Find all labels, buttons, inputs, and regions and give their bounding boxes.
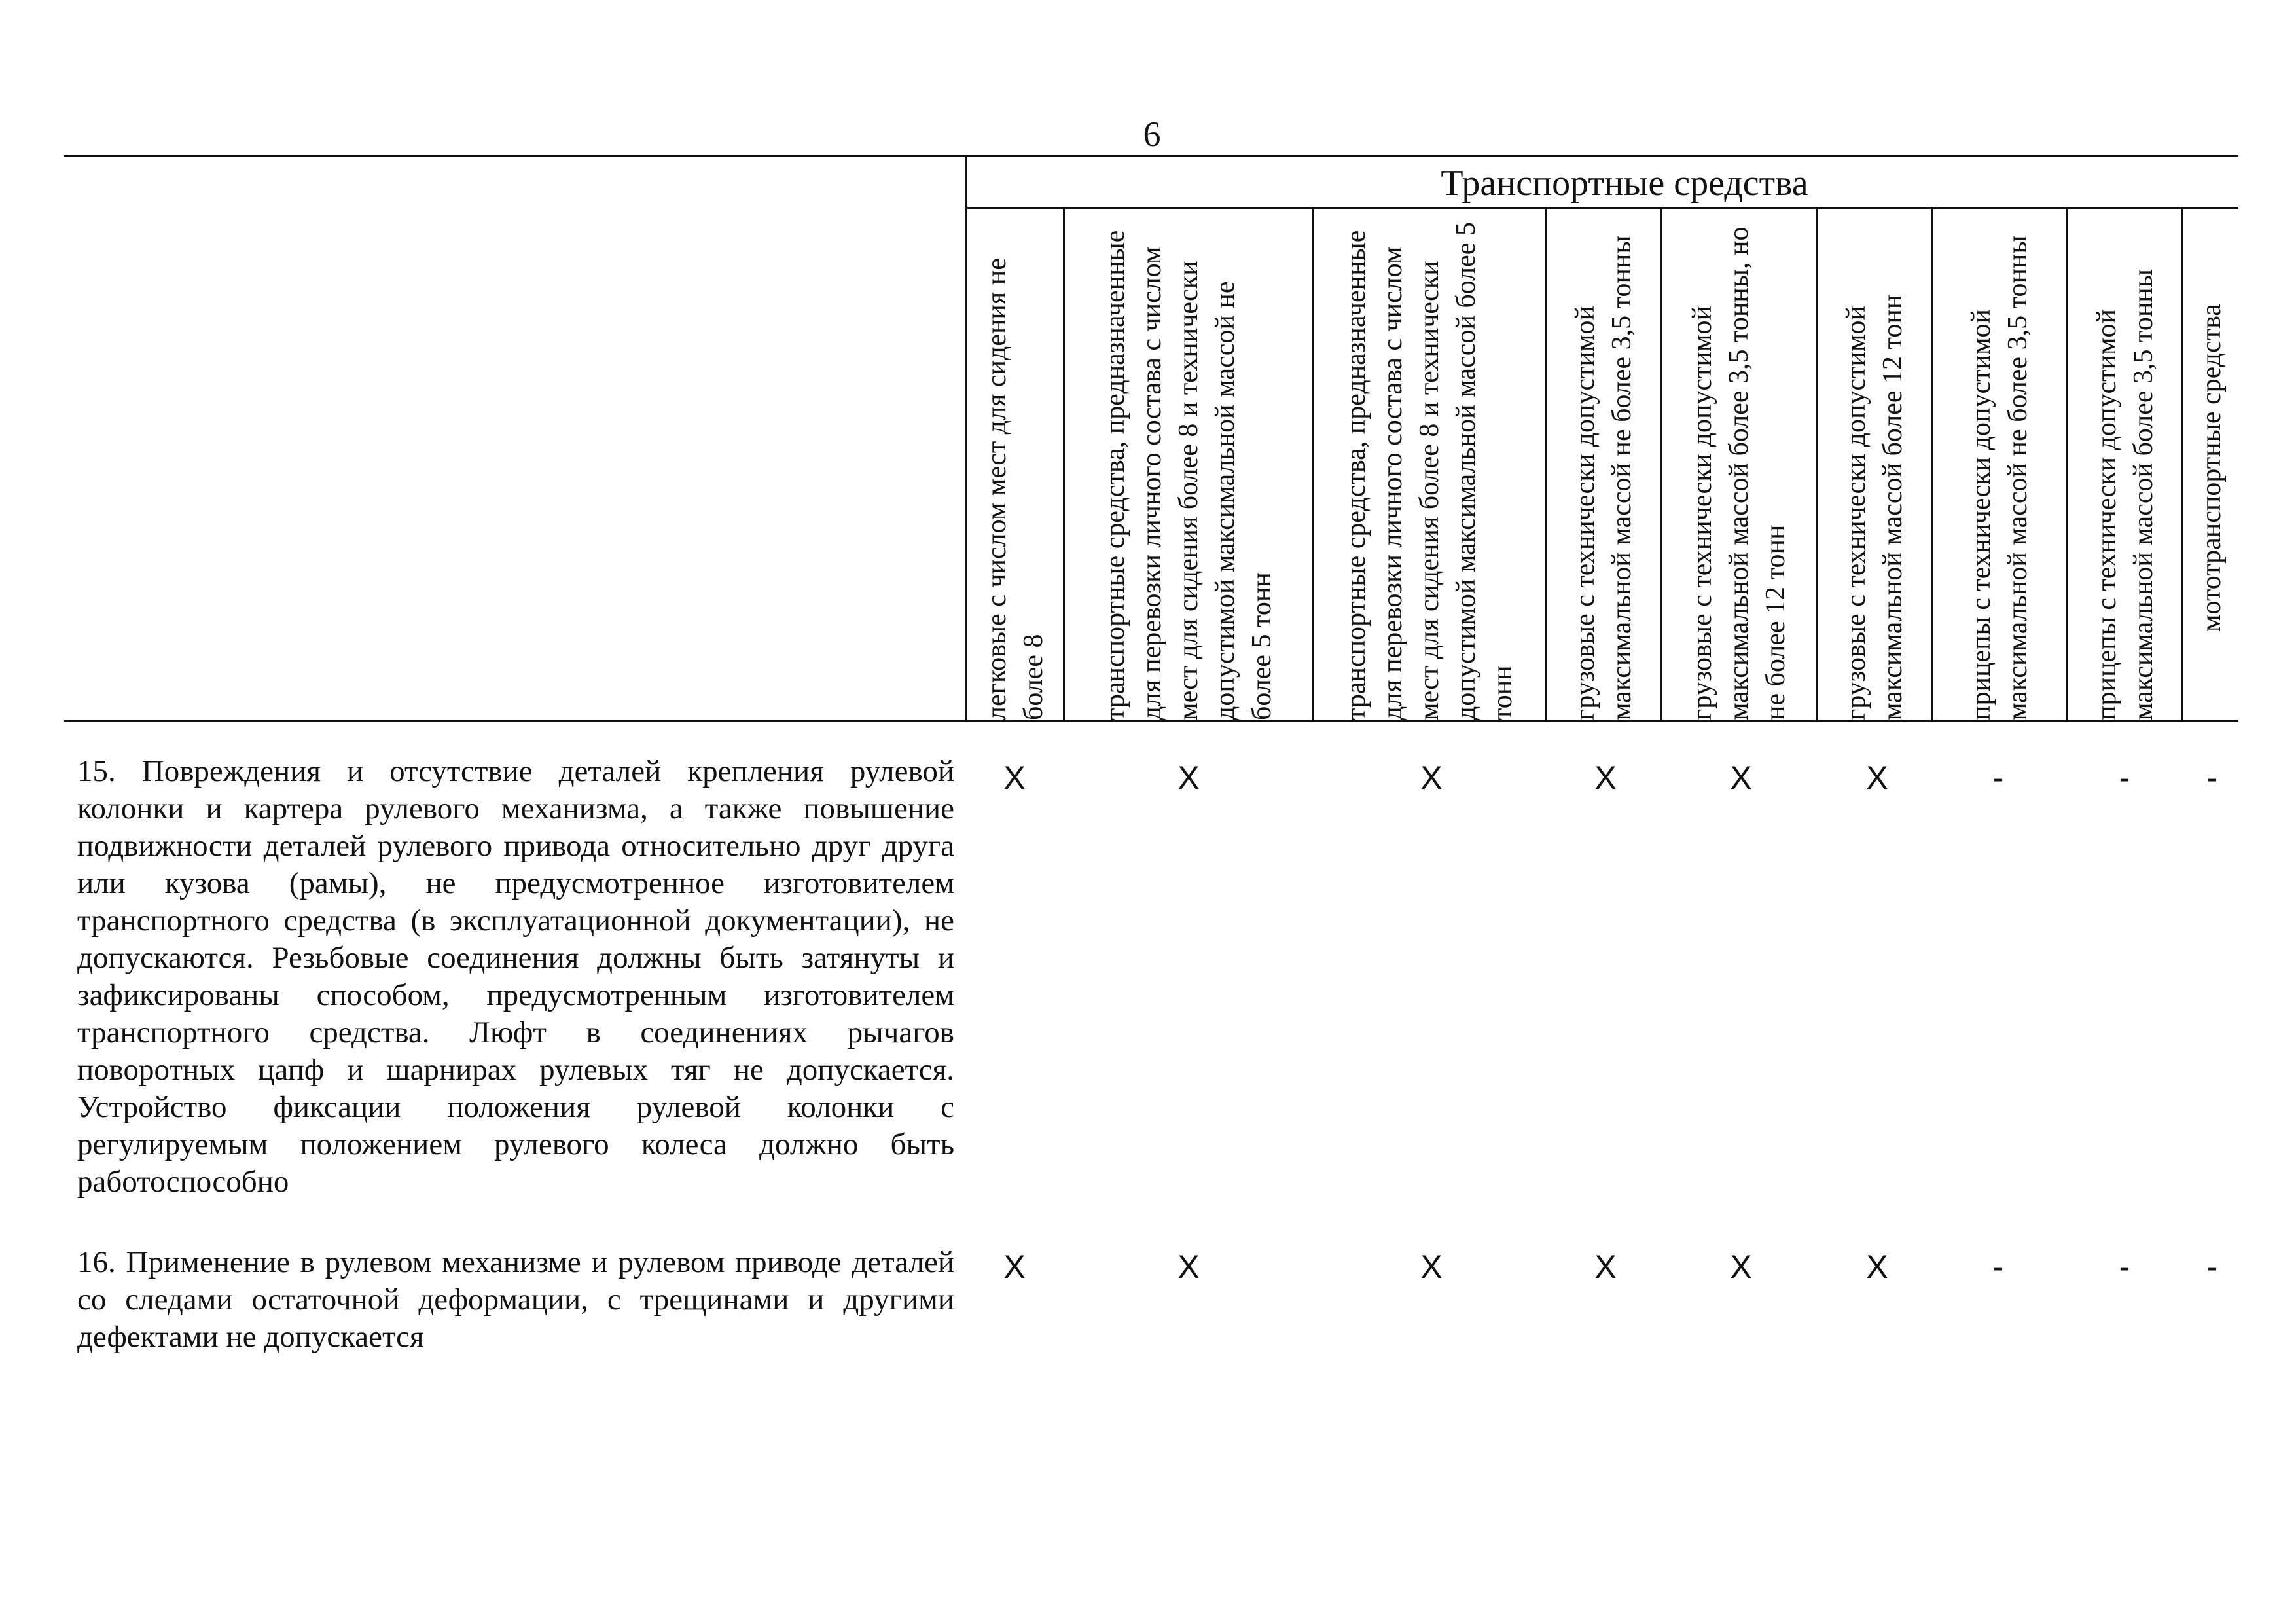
group-title: Транспортные средства — [1441, 163, 1808, 204]
applicability-mark: X — [1003, 759, 1026, 796]
column-divider — [1660, 207, 1662, 722]
applicability-mark: - — [1992, 759, 2004, 796]
group-title-rule — [965, 207, 2238, 209]
applicability-mark: X — [1594, 1249, 1617, 1285]
applicability-mark: - — [2119, 759, 2130, 796]
column-header-label: мототранспортные средства — [2197, 304, 2227, 632]
column-header — [1067, 213, 1310, 723]
applicability-mark: X — [1177, 1249, 1200, 1285]
column-header-label: грузовые с технически допустимой максимальной массой более 3,5 тонны, но не более 12 тонн — [1687, 227, 1791, 720]
column-divider — [1063, 207, 1065, 722]
column-divider — [2181, 207, 2183, 722]
applicability-mark: - — [2206, 759, 2218, 796]
column-divider — [1931, 207, 1933, 722]
column-header — [1316, 213, 1543, 723]
column-header-label: грузовые с технически допустимой максимальной массой более 12 тонн — [1841, 294, 1908, 720]
column-divider — [1312, 207, 1314, 722]
column-divider — [965, 155, 967, 722]
column-divider — [2066, 207, 2068, 722]
column-header-label: прицепы с технически допустимой максимальной массой не более 3,5 тонны — [1966, 235, 2033, 720]
column-header-label: прицепы с технически допустимой максимальной массой более 3,5 тонны — [2092, 268, 2159, 720]
page-number: 6 — [1143, 115, 1161, 154]
column-header — [1664, 213, 1814, 723]
column-header — [2070, 213, 2180, 723]
column-header — [1549, 213, 1659, 723]
requirement-text: 15. Повреждения и отсутствие деталей крепления рулевой колонки и картера рулевого механизма, а также повышение подвижности деталей рулевого привода относительно друг друга или кузова (рамы), не предусмотренное изготовителем транспортного средства (в эксплуатационной документации), не допускаются. Резьбовые соединения должны быть затянуты и зафиксированы способом, предусмотренным изготовителем транспортного средства. Люфт в соединениях рычагов поворотных цапф и шарнирах рулевых тяг не допускается. Устройство фиксации положения рулевой колонки с регулируемым положением рулевого колеса должно быть работоспособно — [77, 754, 954, 1199]
applicability-mark: X — [1730, 759, 1752, 796]
applicability-mark: X — [1420, 759, 1443, 796]
applicability-mark: X — [1420, 1249, 1443, 1285]
column-header-label: легковые с числом мест для сидения не более 8 — [982, 258, 1049, 720]
column-divider — [1816, 207, 1818, 722]
column-header-label: транспортные средства, предназначенные для перевозки личного состава с числом мест для сидения более 8 и технически допустимой максимальной массой более 5 тонн — [1341, 222, 1518, 720]
column-header — [2185, 213, 2238, 723]
applicability-mark: X — [1866, 1249, 1888, 1285]
applicability-mark: X — [1730, 1249, 1752, 1285]
column-header — [1820, 213, 1929, 723]
applicability-mark: - — [2206, 1249, 2218, 1285]
applicability-mark: - — [1992, 1249, 2004, 1285]
applicability-mark: X — [1594, 759, 1617, 796]
column-header-label: транспортные средства, предназначенные для перевозки личного состава с числом мест для сидения более 8 и технически допустимой максимальной массой не более 5 тонн — [1100, 230, 1277, 720]
table-top-rule — [64, 155, 2238, 157]
applicability-mark: X — [1003, 1249, 1026, 1285]
applicability-mark: X — [1866, 759, 1888, 796]
requirement-text: 16. Применение в рулевом механизме и рулевом приводе деталей со следами остаточной деформации, с трещинами и другими дефектами не допускается — [77, 1245, 954, 1354]
column-header-label: грузовые с технически допустимой максимальной массой не более 3,5 тонны — [1570, 235, 1637, 720]
column-header — [1935, 213, 2064, 723]
column-divider — [1545, 207, 1547, 722]
applicability-mark: X — [1177, 759, 1200, 796]
column-header — [969, 213, 1062, 723]
applicability-mark: - — [2119, 1249, 2130, 1285]
